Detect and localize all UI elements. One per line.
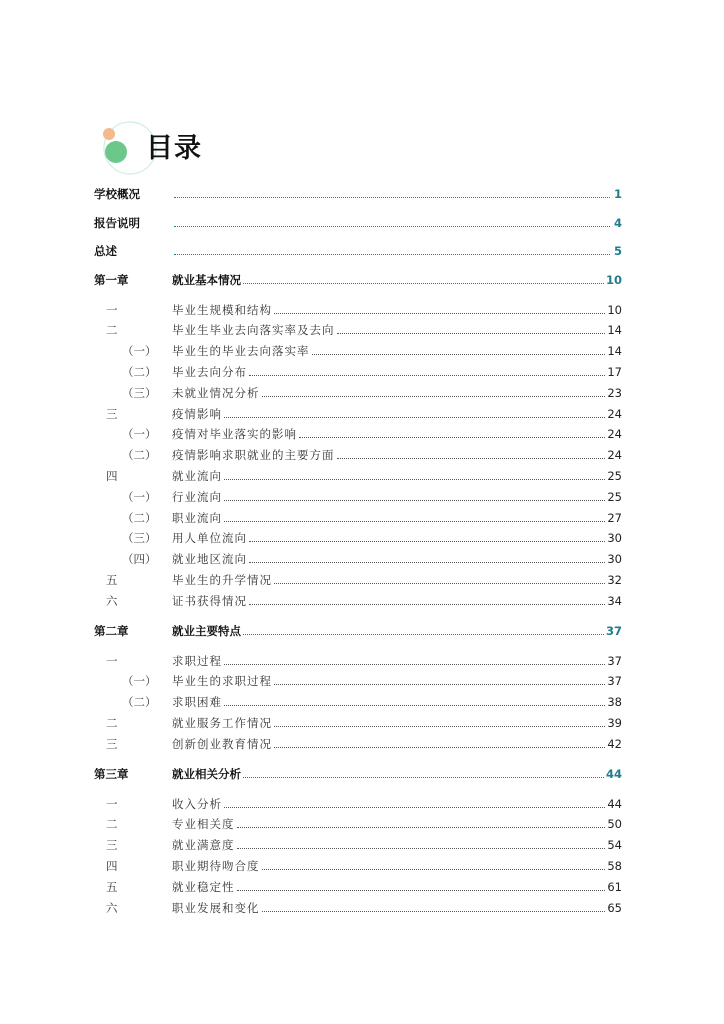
toc-entry-page: 10: [605, 272, 622, 287]
toc-entry-page: 37: [607, 653, 622, 668]
toc-dot-leader: [243, 777, 604, 778]
toc-entry-number: （三）: [122, 531, 157, 546]
toc-dot-leader: [274, 726, 605, 727]
toc-chapter-entry[interactable]: [94, 270, 622, 290]
toc-entry-label: 毕业生毕业去向落实率及去向: [172, 323, 335, 338]
toc-entry-page: 50: [607, 817, 622, 832]
toc-entry-page: 24: [607, 448, 622, 463]
toc-entry-label: 毕业生规模和结构: [172, 302, 272, 317]
toc-section-entry[interactable]: [94, 835, 622, 855]
toc-entry-page: 44: [607, 796, 622, 811]
toc-entry-label: 就业稳定性: [172, 879, 235, 894]
toc-entry-label: 就业相关分析: [172, 766, 241, 781]
toc-section-entry[interactable]: [94, 794, 622, 814]
toc-entry-label: 毕业生的毕业去向落实率: [172, 344, 310, 359]
toc-section-entry[interactable]: [94, 591, 622, 611]
toc-entry-number: 四: [106, 858, 118, 873]
toc-dot-leader: [249, 375, 605, 376]
toc-entry-number: 一: [106, 796, 118, 811]
toc-entry-number: 二: [106, 715, 118, 730]
toc-dot-leader: [249, 604, 605, 605]
toc-entry-label: 职业期待吻合度: [172, 858, 260, 873]
toc-entry-page: 4: [613, 215, 622, 230]
toc-entry-label: 毕业生的求职过程: [172, 674, 272, 689]
toc-entry-page: 42: [607, 736, 622, 751]
toc-entry-label: 就业流向: [172, 468, 222, 483]
toc-entry-number: 三: [106, 736, 118, 751]
toc-dot-leader: [224, 417, 605, 418]
toc-entry-page: 24: [607, 427, 622, 442]
toc-entry-page: 37: [607, 674, 622, 689]
toc-entry-label: 就业地区流向: [172, 552, 247, 567]
toc-section-entry[interactable]: [94, 404, 622, 424]
toc-entry-page: 24: [607, 406, 622, 421]
toc-dot-leader: [174, 197, 610, 198]
toc-section-entry[interactable]: [94, 877, 622, 897]
toc-entry-label: 行业流向: [172, 489, 222, 504]
page-title: 目录: [146, 133, 202, 164]
toc-section-entry[interactable]: [94, 734, 622, 754]
toc-entry-page: 23: [607, 385, 622, 400]
toc-entry-number: 一: [106, 302, 118, 317]
toc-entry-label: 收入分析: [172, 796, 222, 811]
toc-section-entry[interactable]: [94, 383, 622, 403]
toc-entry-label: 学校概况: [94, 187, 140, 201]
toc-entry-number: 一: [106, 653, 118, 668]
toc-section-entry[interactable]: [94, 466, 622, 486]
toc-entry-page: 14: [607, 323, 622, 338]
toc-entry-page: 39: [607, 715, 622, 730]
toc-section-entry[interactable]: [94, 856, 622, 876]
toc-section-entry[interactable]: [94, 814, 622, 834]
toc-dot-leader: [237, 890, 606, 891]
toc-entry-number: 六: [106, 593, 118, 608]
toc-entry-label: 职业流向: [172, 510, 222, 525]
toc-dot-leader: [312, 354, 606, 355]
toc-entry-page: 61: [607, 879, 622, 894]
toc-section-entry[interactable]: [94, 487, 622, 507]
toc-entry-page: 1: [613, 187, 622, 201]
toc-entry-page: 54: [607, 838, 622, 853]
toc-entry-label: 职业发展和变化: [172, 900, 260, 915]
toc-entry-page: 32: [607, 572, 622, 587]
toc-entry-number: （一）: [122, 427, 157, 442]
toc-entry-number: 第一章: [94, 272, 129, 287]
toc-entry-number: （二）: [122, 695, 157, 710]
toc-dot-leader: [224, 705, 605, 706]
toc-section-entry[interactable]: [94, 651, 622, 671]
toc-section-entry[interactable]: [94, 570, 622, 590]
toc-section-entry[interactable]: [94, 671, 622, 691]
toc-section-entry[interactable]: [94, 508, 622, 528]
toc-dot-leader: [299, 437, 605, 438]
toc-entry-page: 5: [613, 244, 622, 258]
toc-entry-label: 疫情影响: [172, 406, 222, 421]
toc-dot-leader: [237, 848, 606, 849]
toc-preface-entry[interactable]: [94, 213, 622, 233]
toc-dot-leader: [274, 583, 605, 584]
toc-entry-label: 疫情影响求职就业的主要方面: [172, 448, 335, 463]
toc-dot-leader: [224, 521, 605, 522]
toc-entry-page: 58: [607, 858, 622, 873]
toc-section-entry[interactable]: [94, 320, 622, 340]
toc-entry-page: 30: [607, 531, 622, 546]
toc-entry-page: 25: [607, 489, 622, 504]
toc-entry-page: 27: [607, 510, 622, 525]
toc-entry-label: 专业相关度: [172, 817, 235, 832]
toc-entry-number: 四: [106, 468, 118, 483]
toc-dot-leader: [249, 562, 605, 563]
toc-entry-label: 求职困难: [172, 695, 222, 710]
toc-section-entry[interactable]: [94, 692, 622, 712]
toc-section-entry[interactable]: [94, 713, 622, 733]
toc-dot-leader: [174, 226, 610, 227]
toc-dot-leader: [243, 283, 604, 284]
toc-entry-page: 37: [605, 623, 622, 638]
toc-entry-label: 就业满意度: [172, 838, 235, 853]
toc-dot-leader: [249, 541, 605, 542]
toc-entry-number: （一）: [122, 674, 157, 689]
toc-dot-leader: [243, 634, 604, 635]
toc-entry-page: 34: [607, 593, 622, 608]
toc-entry-label: 未就业情况分析: [172, 385, 260, 400]
toc-entry-label: 毕业生的升学情况: [172, 572, 272, 587]
toc-chapter-entry[interactable]: [94, 621, 622, 641]
toc-dot-leader: [237, 827, 606, 828]
toc-section-entry[interactable]: [94, 898, 622, 918]
toc-section-entry[interactable]: [94, 362, 622, 382]
toc-entry-number: 五: [106, 572, 118, 587]
toc-section-entry[interactable]: [94, 300, 622, 320]
toc-entry-label: 报告说明: [94, 215, 140, 230]
toc-dot-leader: [274, 747, 605, 748]
toc-entry-number: （一）: [122, 489, 157, 504]
toc-entry-page: 65: [607, 900, 622, 915]
toc-entry-page: 14: [607, 344, 622, 359]
toc-dot-leader: [224, 500, 605, 501]
toc-dot-leader: [337, 333, 606, 334]
toc-dot-leader: [224, 479, 605, 480]
toc-entry-page: 30: [607, 552, 622, 567]
toc-entry-number: 三: [106, 406, 118, 421]
toc-dot-leader: [337, 458, 606, 459]
toc-entry-number: 五: [106, 879, 118, 894]
toc-entry-page: 10: [607, 302, 622, 317]
toc-entry-label: 毕业去向分布: [172, 364, 247, 379]
toc-entry-number: 第三章: [94, 766, 129, 781]
toc-entry-page: 17: [607, 364, 622, 379]
toc-entry-label: 用人单位流向: [172, 531, 247, 546]
toc-entry-label: 就业基本情况: [172, 272, 241, 287]
toc-entry-number: 第二章: [94, 623, 129, 638]
toc-dot-leader: [274, 313, 605, 314]
toc-section-entry[interactable]: [94, 424, 622, 444]
toc-section-entry[interactable]: [94, 445, 622, 465]
toc-section-entry[interactable]: [94, 549, 622, 569]
toc-entry-number: （二）: [122, 448, 157, 463]
toc-entry-page: 44: [605, 766, 622, 781]
toc-section-entry[interactable]: [94, 341, 622, 361]
toc-entry-page: 38: [607, 695, 622, 710]
toc-entry-label: 创新创业教育情况: [172, 736, 272, 751]
toc-entry-label: 就业主要特点: [172, 623, 241, 638]
toc-dot-leader: [224, 664, 605, 665]
toc-entry-number: 六: [106, 900, 118, 915]
toc-entry-number: （二）: [122, 364, 157, 379]
toc-entry-number: 二: [106, 817, 118, 832]
toc-preface-entry[interactable]: [94, 184, 622, 204]
toc-entry-page: 25: [607, 468, 622, 483]
toc-entry-label: 证书获得情况: [172, 593, 247, 608]
toc-dot-leader: [262, 911, 606, 912]
toc-preface-entry[interactable]: [94, 241, 622, 261]
toc-entry-label: 求职过程: [172, 653, 222, 668]
toc-section-entry[interactable]: [94, 528, 622, 548]
toc-entry-number: （一）: [122, 344, 157, 359]
toc-entry-number: （四）: [122, 552, 157, 567]
toc-entry-label: 就业服务工作情况: [172, 715, 272, 730]
toc-entry-number: 三: [106, 838, 118, 853]
toc-entry-label: 总述: [94, 244, 117, 258]
toc-entry-number: 二: [106, 323, 118, 338]
toc-entry-label: 疫情对毕业落实的影响: [172, 427, 297, 442]
toc-chapter-entry[interactable]: [94, 764, 622, 784]
toc-dot-leader: [174, 254, 610, 255]
toc-dot-leader: [224, 807, 605, 808]
toc-dot-leader: [274, 684, 605, 685]
toc-entry-number: （三）: [122, 385, 157, 400]
toc-entry-number: （二）: [122, 510, 157, 525]
toc-dot-leader: [262, 869, 606, 870]
toc-dot-leader: [262, 396, 606, 397]
